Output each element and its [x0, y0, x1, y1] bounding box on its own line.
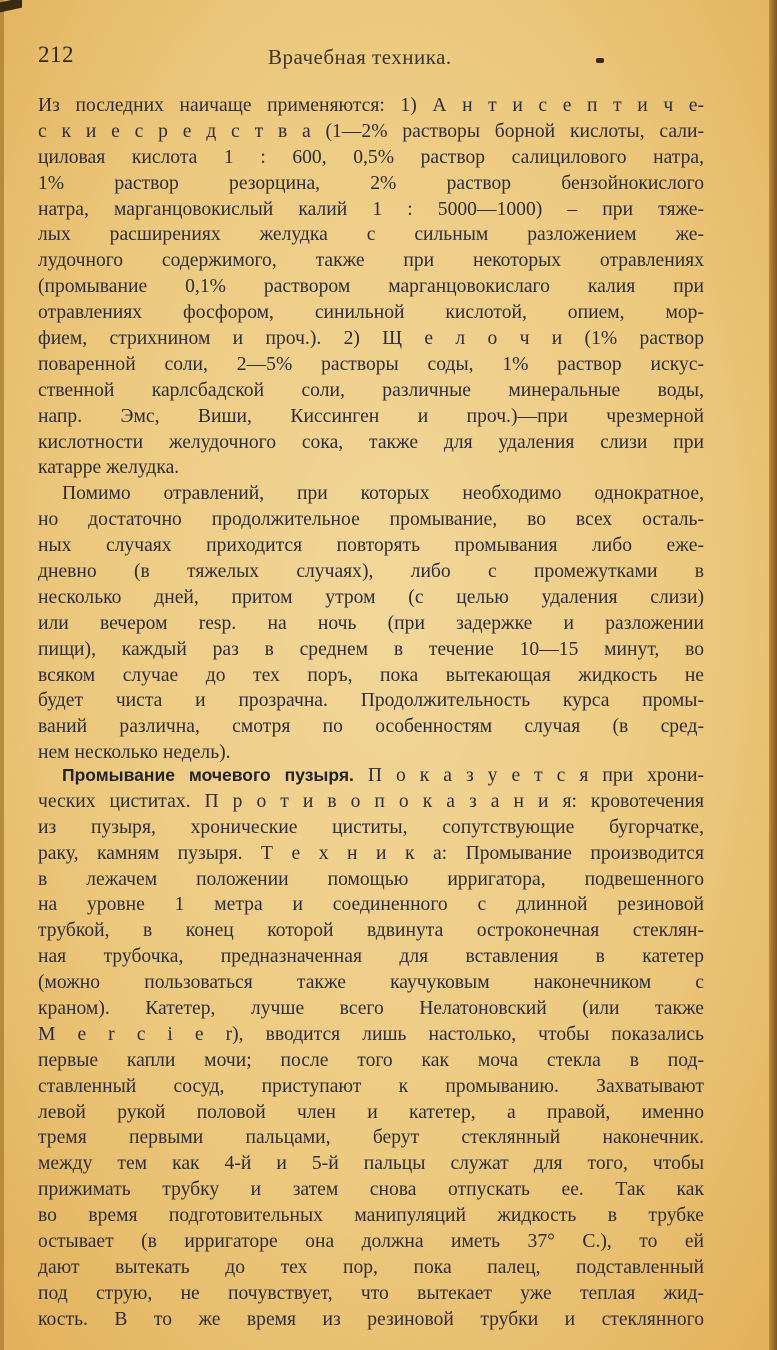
running-title: Врачебная техника. [268, 45, 452, 69]
text-line: катарре желудка. [38, 457, 180, 479]
text-line: фием, стрихнином и проч.). 2) Щ е л о ч и (1% раствор [38, 328, 704, 350]
text-line: пищи), каждый раз в среднем в течение 10—15 минут, во [38, 638, 704, 660]
text-line: ческих циститах. П р о т и в о п о к а з а н и я: кровотечения [38, 790, 704, 812]
text-line: ная трубочка, предназначенная для вставления в катетер [38, 946, 704, 968]
ink-spot [596, 58, 604, 63]
text-line: дневно (в тяжелых случаях), либо с промежутками в [38, 561, 704, 583]
text-line: циловая кислота 1 : 600, 0,5% раствор салицилового натра, [38, 146, 704, 168]
text-line: ственной карлсбадской соли, различные минеральные воды, [38, 379, 704, 401]
text-line: кость. В то же время из резиновой трубки и стеклянного [38, 1308, 704, 1330]
text-line: лудочного содержимого, также при некоторых отравлениях [38, 250, 704, 272]
text-line: (можно пользоваться также каучуковым наконечником с [38, 972, 704, 994]
text-line: нем несколько недель). [38, 742, 231, 764]
text-line: M e r c i e r), вводится лишь настолько, чтобы показались [38, 1023, 704, 1045]
text-line: трубкой, в конец которой вдвинута остроконечная стеклян- [38, 920, 704, 942]
text-line: кислотности желудочного сока, также для удаления слизи при [38, 431, 704, 453]
section-bladder-lavage [38, 763, 704, 1333]
text-line: под струю, не почувствует, что вытекает уже теплая жид- [38, 1282, 704, 1304]
text-line: лых расширениях желудка с сильным разложением же- [38, 224, 704, 246]
text-line: с к и е с р е д с т в а (1—2% растворы борной кислоты, сали- [38, 120, 704, 142]
text-line: в лежачем положении помощью ирригатора, подвешенного [38, 868, 704, 890]
text-line: Помимо отравлений, при которых необходимо однократное, [62, 483, 704, 505]
page-right-edge [769, 0, 777, 1350]
paragraph-1 [38, 93, 704, 766]
text-line: или вечером resp. на ночь (при задержке и разложении [38, 612, 704, 634]
text-line: раку, камням пузыря. Т е х н и к а: Промывание производится [38, 842, 704, 864]
text-line: натра, марганцовокислый калий 1 : 5000—1000) – при тяже- [38, 198, 704, 220]
text-line: ставленный сосуд, приступают к промыванию. Захватывают [38, 1075, 704, 1097]
section-first-line [38, 763, 704, 789]
text-line: (промывание 0,1% раствором марганцовокислаго калия при [38, 276, 704, 298]
text-line: будет чиста и прозрачна. Продолжительность курса промы- [38, 690, 704, 712]
text-line: краном). Катетер, лучше всего Нелатоновский (или также [38, 998, 704, 1020]
corner-tear-mark [0, 0, 22, 12]
text-line: остывает (в ирригаторе она должна иметь 37° С.), то ей [38, 1231, 704, 1253]
text-line: ваний различна, смотря по особенностям случая (в сред- [38, 716, 704, 738]
page-left-edge [0, 0, 4, 1350]
text-line: всяком случае до тех поръ, пока вытекающая жидкость не [38, 664, 704, 686]
text-line: во время подготовительных манипуляций жидкость в трубке [38, 1205, 704, 1227]
text-line: ных случаях приходится повторять промывания либо ежe- [38, 535, 704, 557]
text-line: между тем как 4-й и 5-й пальцы служат для того, чтобы [38, 1153, 704, 1175]
text-line: напр. Эмс, Виши, Киссинген и проч.)—при чрезмерной [38, 405, 704, 427]
text-line: на уровне 1 метра и соединенного с длинной резиновой [38, 894, 704, 916]
text-line: но достаточно продолжительное промывание, во всех осталь- [38, 509, 704, 531]
text-line: поваренной соли, 2—5% растворы соды, 1% раствор искус- [38, 353, 704, 375]
text-line: несколько дней, притом утром (с целью удаления слизи) [38, 586, 704, 608]
text-line: тремя первыми пальцами, берут стеклянный наконечник. [38, 1127, 704, 1149]
text-line: прижимать трубку и затем снова отпускать ее. Так как [38, 1179, 704, 1201]
text-line: левой рукой половой член и катетер, а правой, именно [38, 1101, 704, 1123]
text-line: первые капли мочи; после того как моча стекла в под- [38, 1049, 704, 1071]
text-line: Из последних наичаще применяются: 1) А н т и с е п т и ч е- [38, 95, 704, 116]
text-line: 1% раствор резорцина, 2% раствор бензойнокислого [38, 172, 704, 194]
text-line: дают вытекать до тех пор, пока палец, подставленный [38, 1256, 704, 1278]
text-line: отравлениях фосфором, синильной кислотой, опием, мор- [38, 302, 704, 324]
section-heading: Промывание мочевого пузыря. [62, 765, 354, 785]
page-number: 212 [38, 42, 74, 67]
text-line: из пузыря, хронические циститы, сопутствующие бугорчатке, [38, 816, 704, 838]
section-first-line-text: П о к а з у е т с я при хрони- [367, 765, 704, 786]
